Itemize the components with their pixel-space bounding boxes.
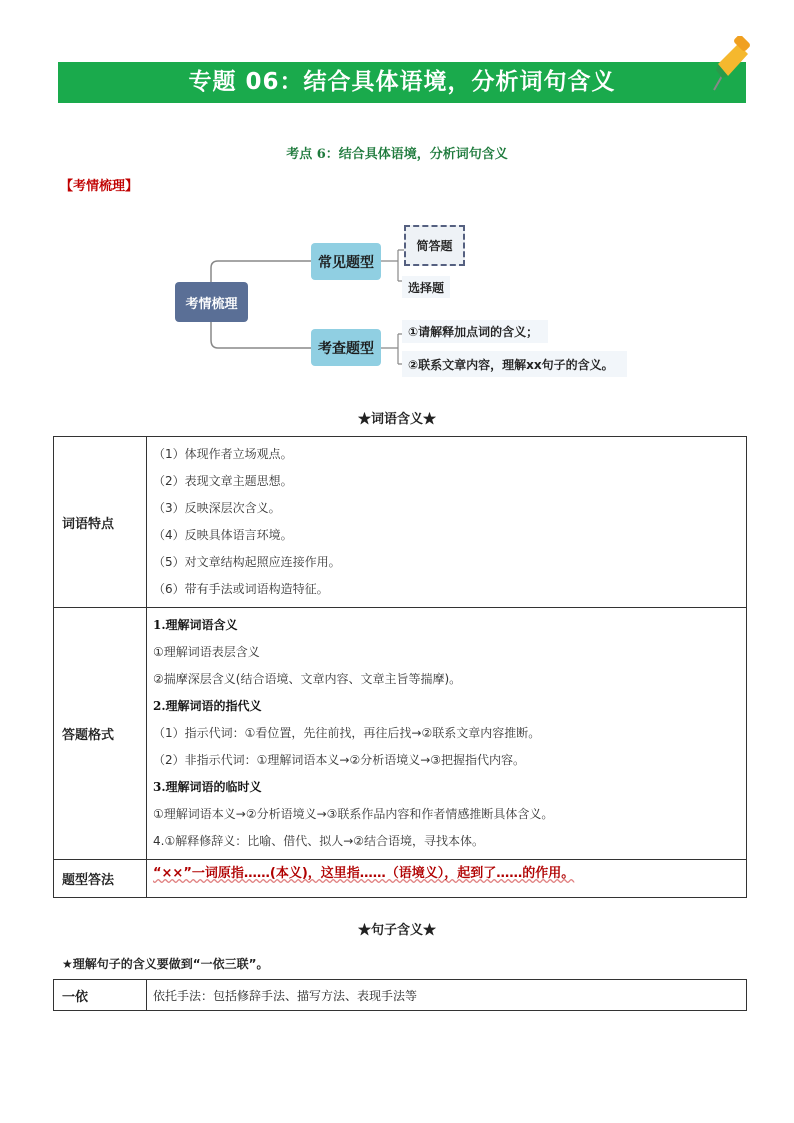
sentence-meaning-heading: ★句子含义★ <box>357 923 436 938</box>
table-row <box>54 980 747 1011</box>
row-content <box>147 608 747 860</box>
mindmap-leaf-multiple-choice: 选择题 <box>402 276 450 298</box>
word-meaning-heading: ★词语含义★ <box>357 412 436 427</box>
page-title-banner: 专题 06：结合具体语境，分析词句含义 <box>58 62 746 103</box>
subtitle: 考点 6：结合具体语境，分析词句含义 <box>286 147 508 162</box>
list-item: （2）非指示代词：①理解词语本义→②分析语境义→③把握指代内容。 <box>153 753 526 767</box>
list-item: （6）带有手法或词语构造特征。 <box>153 582 329 596</box>
list-heading: 1.理解词语含义 <box>153 618 238 632</box>
row-content <box>147 860 747 898</box>
answer-template: “××”一词原指……(本义)，这里指……（语境义），起到了……的作用。 <box>153 866 575 881</box>
list-item: （3）反映深层次含义。 <box>153 501 281 515</box>
sentence-intro: ★理解句子的含义要做到“一依三联”。 <box>62 957 269 971</box>
mindmap-connectors <box>0 0 794 400</box>
row-content: 依托手法：包括修辞手法、描写方法、表现手法等 <box>147 980 747 1011</box>
list-item: （4）反映具体语言环境。 <box>153 528 293 542</box>
table-row <box>54 437 747 608</box>
word-meaning-table <box>53 436 747 898</box>
mindmap-leaf-sentence-meaning: ②联系文章内容，理解xx句子的含义。 <box>402 351 627 377</box>
sentence-meaning-table <box>53 979 747 1011</box>
table-row <box>54 860 747 898</box>
mindmap-leaf-word-meaning: ①请解释加点词的含义； <box>402 320 548 343</box>
list-item: （1）体现作者立场观点。 <box>153 447 293 461</box>
mindmap-root: 考情梳理 <box>175 282 248 322</box>
list-item: ①理解词语本义→②分析语境义→③联系作品内容和作者情感推断具体含义。 <box>153 807 554 821</box>
mindmap-leaf-short-answer: 简答题 <box>404 225 465 266</box>
list-item: （2）表现文章主题思想。 <box>153 474 293 488</box>
row-label: 题型答法 <box>54 860 147 898</box>
row-label: 一依 <box>54 980 147 1011</box>
section-tag: 【考情梳理】 <box>60 179 139 194</box>
list-heading: 2.理解词语的指代义 <box>153 699 262 713</box>
list-item: （1）指示代词：①看位置，先往前找，再往后找→②联系文章内容推断。 <box>153 726 541 740</box>
mindmap-branch-common-types: 常见题型 <box>311 243 381 280</box>
table-row <box>54 608 747 860</box>
list-item: ①理解词语表层含义 <box>153 645 260 659</box>
list-item: 4.①解释修辞义：比喻、借代、拟人→②结合语境，寻找本体。 <box>153 834 485 848</box>
row-content <box>147 437 747 608</box>
list-item: （5）对文章结构起照应连接作用。 <box>153 555 341 569</box>
row-label: 词语特点 <box>54 437 147 608</box>
mindmap-branch-exam-types: 考查题型 <box>311 329 381 366</box>
row-label: 答题格式 <box>54 608 147 860</box>
list-item: ②揣摩深层含义(结合语境、文章内容、文章主旨等揣摩)。 <box>153 672 462 686</box>
list-heading: 3.理解词语的临时义 <box>153 780 262 794</box>
